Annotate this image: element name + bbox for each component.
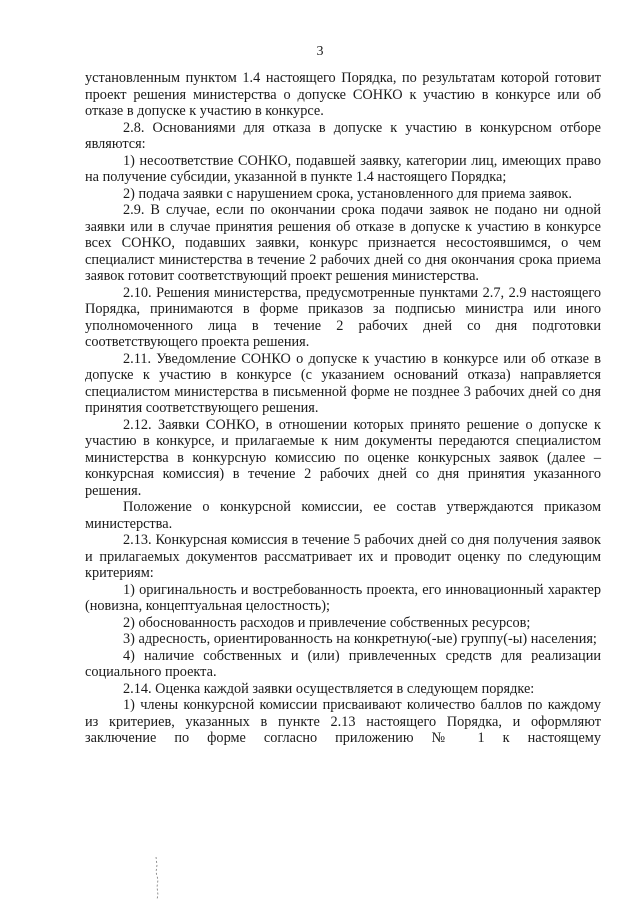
- margin-mark: [152, 856, 162, 900]
- paragraph-p8: Положение о конкурсной комиссии, ее состав утверждаются приказом министерства.: [85, 499, 601, 532]
- paragraph-p5: 2.10. Решения министерства, предусмотренные пунктами 2.7, 2.9 настоящего Порядка, принимаются в форме приказов за подписью министра или иного уполномоченного лица в течение 2 рабочих дней со дня подготовки соответствующего проекта решения.: [85, 284, 601, 350]
- paragraph-p15: 1) члены конкурсной комиссии присваивают количество баллов по каждому из критериев, указанных в пункте 2.13 настоящего Порядка, и оформляют заключение по форме согласно приложению № 1 к настоящему: [85, 697, 601, 746]
- paragraph-p11: 2) обоснованность расходов и привлечение собственных ресурсов;: [123, 614, 531, 631]
- paragraph-p13: 4) наличие собственных и (или) привлеченных средств для реализации социального проекта.: [85, 647, 601, 680]
- paragraph-p3: 2) подача заявки с нарушением срока, установленного для приема заявок.: [123, 185, 572, 202]
- paragraph-p7: 2.12. Заявки СОНКО, в отношении которых принято решение о допуске к участию в конкурсе, и прилагаемые к ним документы передаются специалистом министерства в конкурсную комиссию по оценке конкурсных заявок (далее – конкурсная комиссия) в течение 2 рабочих дней со дня принятия указанного решения.: [85, 416, 601, 499]
- paragraph-p0: установленным пунктом 1.4 настоящего Порядка, по результатам которой готовит проект решения министерства о допуске СОНКО к участию в конкурсе или об отказе в допуске к участию в конкурсе.: [85, 70, 601, 119]
- page-number: 3: [316, 44, 324, 59]
- paragraph-p6: 2.11. Уведомление СОНКО о допуске к участию в конкурсе или об отказе в допуске к участию в конкурсе (с указанием оснований отказа) направляется специалистом министерства в письменной форме не позднее 3 рабочих дней со дня принятия соответствующего решения.: [85, 350, 601, 416]
- paragraph-p14: 2.14. Оценка каждой заявки осуществляется в следующем порядке:: [123, 680, 535, 697]
- paragraph-p2: 1) несоответствие СОНКО, подавшей заявку, категории лиц, имеющих право на получение субсидии, указанной в пункте 1.4 настоящего Порядка;: [85, 152, 601, 185]
- document-body: [85, 70, 601, 747]
- paragraph-p1: 2.8. Основаниями для отказа в допуске к участию в конкурсном отборе являются:: [85, 119, 601, 152]
- paragraph-p9: 2.13. Конкурсная комиссия в течение 5 рабочих дней со дня получения заявок и прилагаемых документов рассматривает их и проводит оценку по следующим критериям:: [85, 532, 601, 581]
- paragraph-p4: 2.9. В случае, если по окончании срока подачи заявок не подано ни одной заявки или в случае принятия решения об отказе в допуске к участию в конкурсе всех СОНКО, подавших заявки, конкурс признается несостоявшимся, о чем специалист министерства в течение 2 рабочих дней со дня окончания срока приема заявок готовит соответствующий проект решения министерства.: [85, 202, 601, 284]
- paragraph-p12: 3) адресность, ориентированность на конкретную(-ые) группу(-ы) населения;: [123, 631, 597, 647]
- paragraph-p10: 1) оригинальность и востребованность проекта, его инновационный характер (новизна, концептуальная целостность);: [85, 581, 601, 614]
